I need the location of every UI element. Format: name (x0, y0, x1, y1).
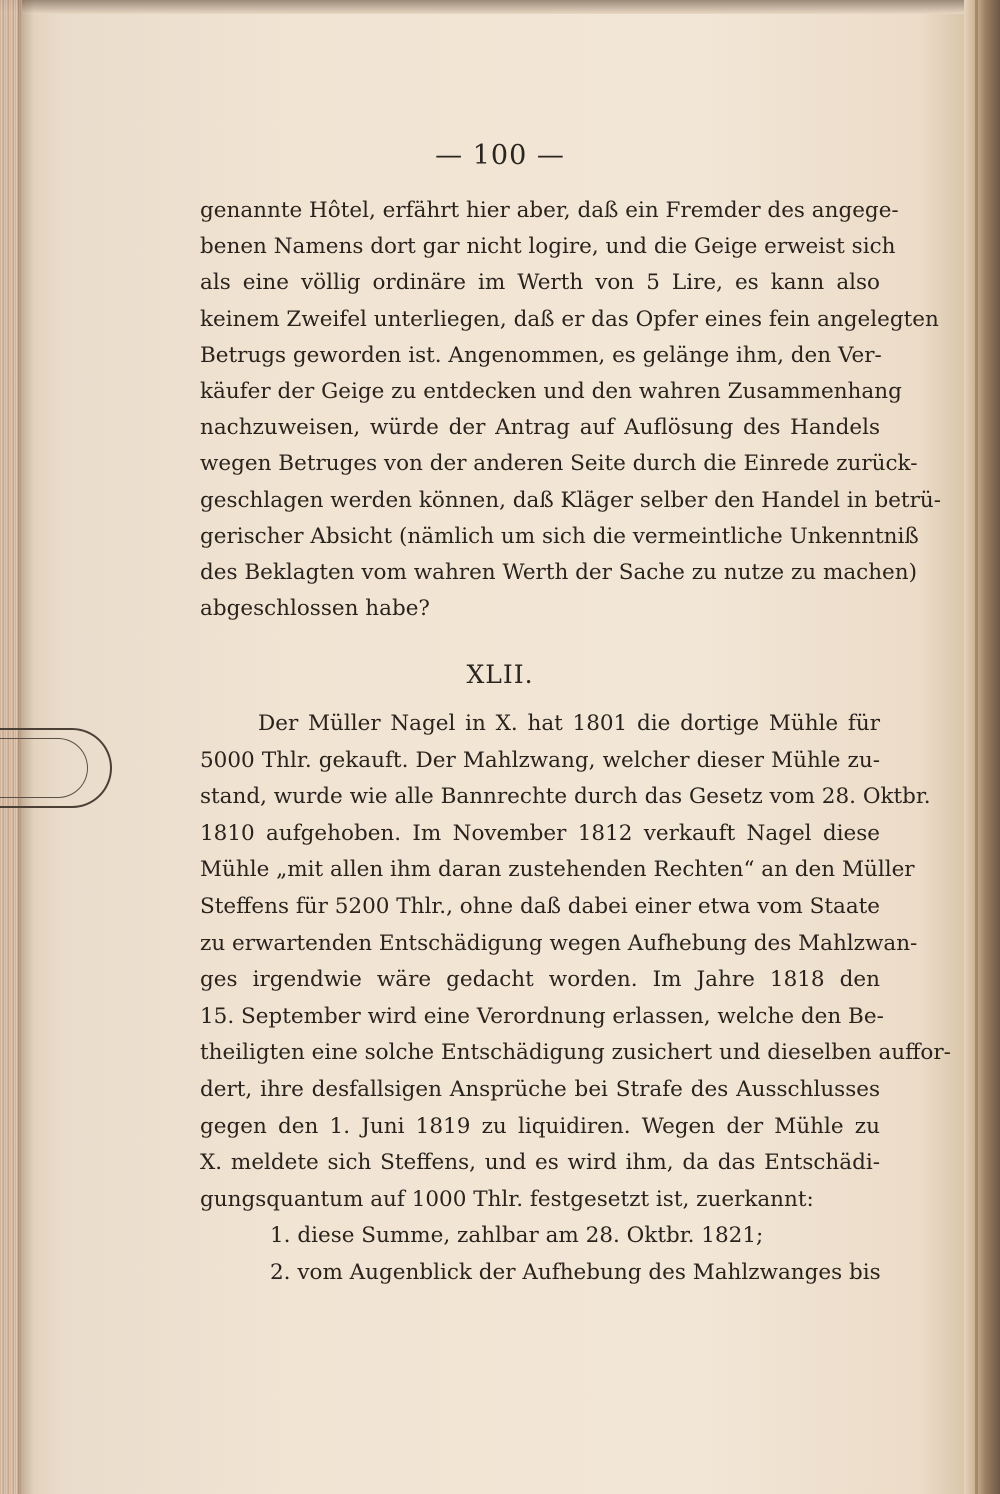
text-line: Betrugs geworden ist. Angenommen, es gelänge ihm, den Ver- (200, 342, 882, 368)
binding-edge-line (975, 0, 978, 1494)
page-number: — 100 — (435, 140, 565, 171)
book-binding-gutter (964, 0, 1000, 1494)
list-item: 1. diese Summe, zahlbar am 28. Oktbr. 1821; (270, 1223, 764, 1249)
text-line: benen Namens dort gar nicht logire, und die Geige erweist sich (200, 234, 896, 260)
text-line: gungsquantum auf 1000 Thlr. festgesetzt ist, zuerkannt: (200, 1186, 814, 1212)
text-line: abgeschlossen habe? (200, 596, 430, 622)
text-line: stand, wurde wie alle Bannrechte durch das Gesetz vom 28. Oktbr. (200, 784, 931, 810)
text-line: 15. September wird eine Verordnung erlassen, welche den Be- (200, 1003, 884, 1029)
text-line: dert, ihre desfallsigen Ansprüche bei Strafe des Ausschlusses (200, 1076, 880, 1102)
text-line: zu erwartenden Entschädigung wegen Aufhebung des Mahlzwan- (200, 930, 918, 956)
text-line: 1810 aufgehoben. Im November 1812 verkauft Nagel diese (200, 820, 880, 846)
text-line: ges irgendwie wäre gedacht worden. Im Jahre 1818 den (200, 967, 880, 993)
bookmark-ribbon-inner (0, 738, 88, 798)
paragraph-1 (200, 193, 941, 627)
paragraph-2 (200, 706, 951, 1292)
text-line: käufer der Geige zu entdecken und den wahren Zusammenhang (200, 379, 902, 405)
top-page-edge (0, 0, 1000, 14)
text-line: Mühle „mit allen ihm daran zustehenden Rechten“ an den Müller (200, 857, 915, 883)
section-heading: XLII. (466, 660, 534, 689)
text-line: als eine völlig ordinäre im Werth von 5 Lire, es kann also (200, 270, 880, 296)
text-line: Steffens für 5200 Thlr., ohne daß dabei einer etwa vom Staate (200, 893, 880, 919)
text-line: X. meldete sich Steffens, und es wird ihm, da das Entschädi- (200, 1150, 880, 1176)
list-item: 2. vom Augenblick der Aufhebung des Mahlzwanges bis (270, 1259, 881, 1285)
text-line: Der Müller Nagel in X. hat 1801 die dortige Mühle für (258, 711, 880, 736)
text-line: genannte Hôtel, erfährt hier aber, daß ein Fremder des angege- (200, 198, 899, 223)
text-line: des Beklagten vom wahren Werth der Sache zu nutze zu machen) (200, 560, 918, 586)
text-line: gegen den 1. Juni 1819 zu liquidiren. Wegen der Mühle zu (200, 1113, 880, 1139)
text-line: theiligten eine solche Entschädigung zusichert und dieselben auffor- (200, 1040, 951, 1066)
text-line: gerischer Absicht (nämlich um sich die vermeintliche Unkenntniß (200, 523, 919, 549)
text-line: keinem Zweifel unterliegen, daß er das Opfer eines fein angelegten (200, 306, 939, 332)
text-line: 5000 Thlr. gekauft. Der Mahlzwang, welcher dieser Mühle zu- (200, 747, 880, 773)
text-line: geschlagen werden können, daß Kläger selber den Handel in betrü- (200, 487, 941, 513)
text-line: wegen Betruges von der anderen Seite durch die Einrede zurück- (200, 451, 918, 477)
text-line: nachzuweisen, würde der Antrag auf Auflösung des Handels (200, 415, 880, 441)
